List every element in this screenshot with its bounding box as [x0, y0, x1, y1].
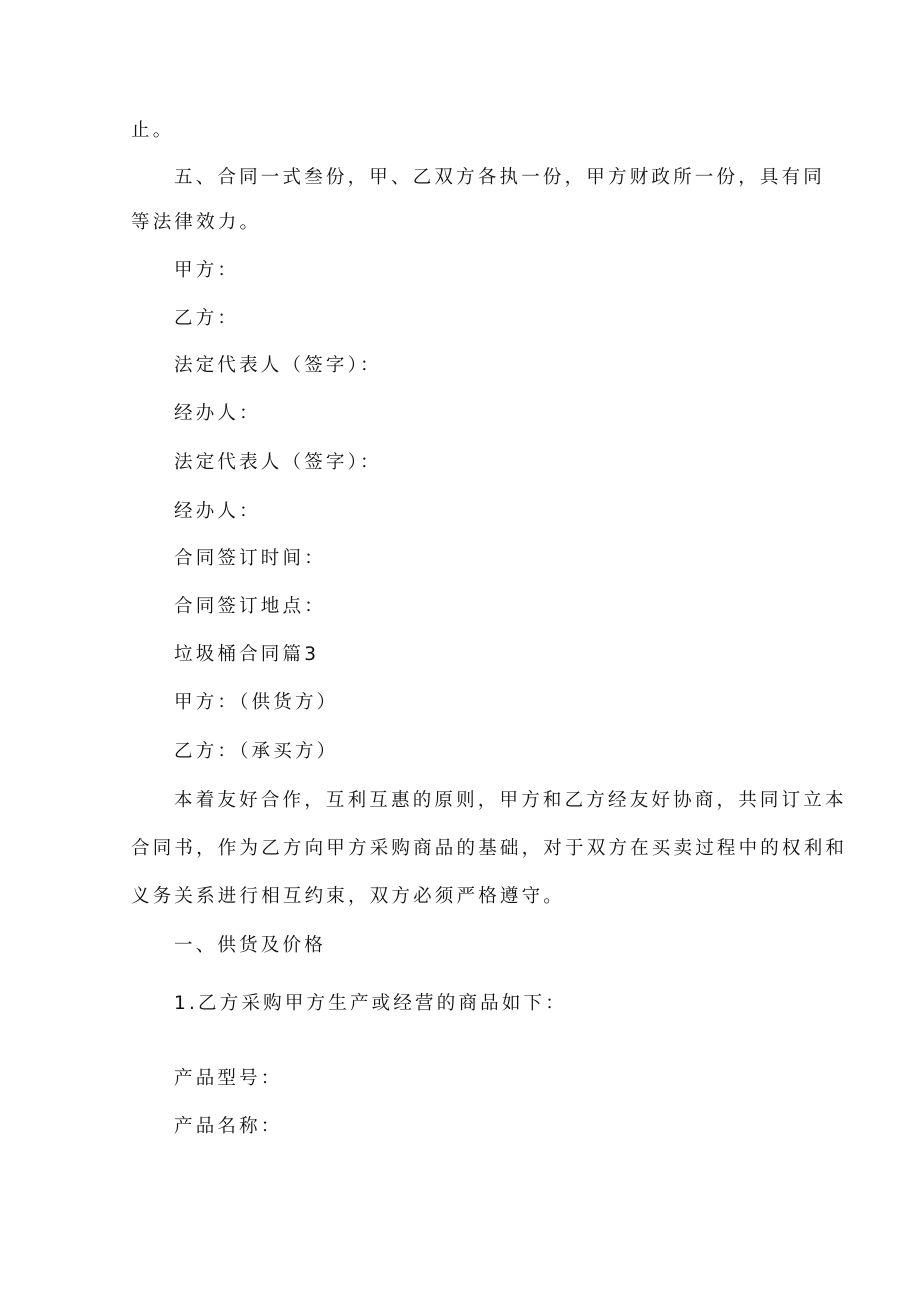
clause-item: 1.乙方采购甲方生产或经营的商品如下：	[174, 993, 567, 1014]
party-b-buyer: 乙方：（承买方）	[174, 741, 339, 762]
signing-place-label: 合同签订地点：	[174, 596, 326, 617]
party-a-label: 甲方：	[174, 260, 240, 281]
text-line: 止。	[131, 120, 175, 141]
party-a-supplier: 甲方：（供货方）	[174, 692, 339, 713]
clause-five: 五、合同一式叁份，甲、乙双方各执一份，甲方财政所一份，具有同	[174, 167, 826, 188]
legal-rep-signature-label: 法定代表人（签字）：	[174, 452, 382, 473]
text-line: 等法律效力。	[131, 212, 262, 233]
legal-rep-signature-label: 法定代表人（签字）：	[174, 355, 382, 376]
handler-label: 经办人：	[174, 403, 261, 424]
paragraph-line: 合同书，作为乙方向甲方采购商品的基础，对于双方在买卖过程中的权利和	[131, 838, 848, 859]
paragraph-line: 义务关系进行相互约束，双方必须严格遵守。	[131, 886, 566, 907]
paragraph-line: 本着友好合作，互利互惠的原则，甲方和乙方经友好协商，共同订立本	[174, 790, 847, 811]
product-model-label: 产品型号：	[174, 1068, 283, 1089]
signing-time-label: 合同签订时间：	[174, 548, 326, 569]
party-b-label: 乙方：	[174, 308, 240, 329]
product-name-label: 产品名称：	[174, 1116, 283, 1137]
handler-label: 经办人：	[174, 501, 261, 522]
clause-heading: 一、供货及价格	[174, 935, 326, 956]
section-heading: 垃圾桶合同篇3	[174, 644, 320, 665]
